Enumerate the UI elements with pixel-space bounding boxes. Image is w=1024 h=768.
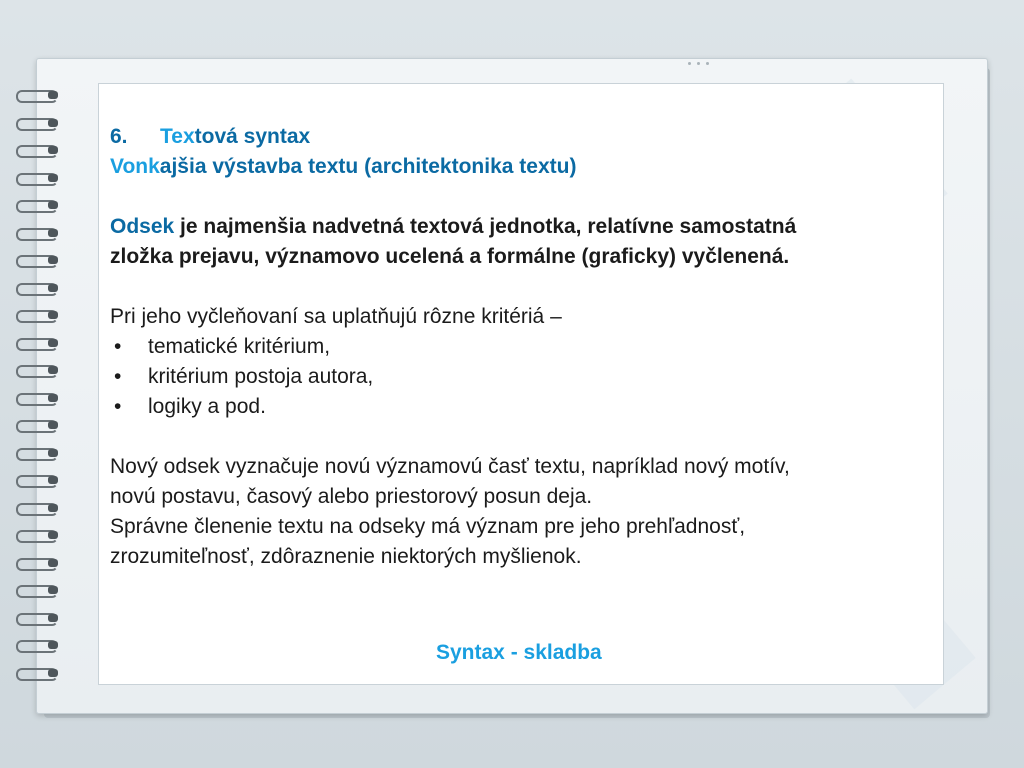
binding-ring-icon [12,611,60,625]
binding-ring-icon [12,143,60,157]
binding-ring-icon [12,198,60,212]
paragraph-line: Správne členenie textu na odseky má význam pre jeho prehľadnosť, [110,515,746,538]
binding-ring-icon [12,391,60,405]
list-item-text: tematické kritérium, [148,335,331,358]
definition-text-1: je najmenšia nadvetná textová jednotka, relatívne samostatná [174,215,797,238]
spiral-binding [12,88,64,694]
binding-ring-icon [12,528,60,542]
list-item [110,362,950,392]
binding-ring-icon [12,666,60,680]
binding-ring-icon [12,583,60,597]
section-subtitle-part1: Vonk [110,155,160,178]
binding-ring-icon [12,473,60,487]
binding-ring-icon [12,556,60,570]
section-title-part1: Tex [160,125,195,148]
paragraph-line: Nový odsek vyznačuje novú významovú časť textu, napríklad nový motív, [110,455,790,478]
paragraph-line: novú postavu, časový alebo priestorový posun deja. [110,485,593,508]
binding-ring-icon [12,501,60,515]
bullet-icon: • [114,335,122,358]
section-heading [110,122,950,152]
binding-ring-icon [12,88,60,102]
section-number: 6. [110,125,128,148]
list-item [110,392,950,422]
binding-ring-icon [12,171,60,185]
decor-dot [706,62,709,65]
bullet-icon: • [114,395,122,418]
binding-ring-icon [12,253,60,267]
slide-content [110,122,950,572]
binding-ring-icon [12,308,60,322]
list-item-text: kritérium postoja autora, [148,365,374,388]
decor-dot [697,62,700,65]
section-title-part2: tová syntax [194,125,311,148]
binding-ring-icon [12,363,60,377]
definition-line-1 [110,212,950,242]
binding-ring-icon [12,638,60,652]
criteria-intro: Pri jeho vyčleňovaní sa uplatňujú rôzne kritériá – [110,305,562,328]
definition-line-2: zložka prejavu, významovo ucelená a formálne (graficky) vyčlenená. [110,245,790,268]
section-subtitle-part2: ajšia výstavba textu (architektonika textu) [159,155,577,178]
list-item [110,332,950,362]
section-subtitle [110,152,950,182]
binding-ring-icon [12,281,60,295]
binding-ring-icon [12,226,60,240]
paragraph-line: zrozumiteľnosť, zdôraznenie niektorých myšlienok. [110,545,582,568]
binding-ring-icon [12,116,60,130]
bullet-icon: • [114,365,122,388]
list-item-text: logiky a pod. [148,395,266,418]
definition-term: Odsek [110,215,175,238]
binding-ring-icon [12,336,60,350]
footer-title: Syntax - skladba [436,641,602,664]
decor-dot [688,62,691,65]
binding-ring-icon [12,418,60,432]
binding-ring-icon [12,446,60,460]
